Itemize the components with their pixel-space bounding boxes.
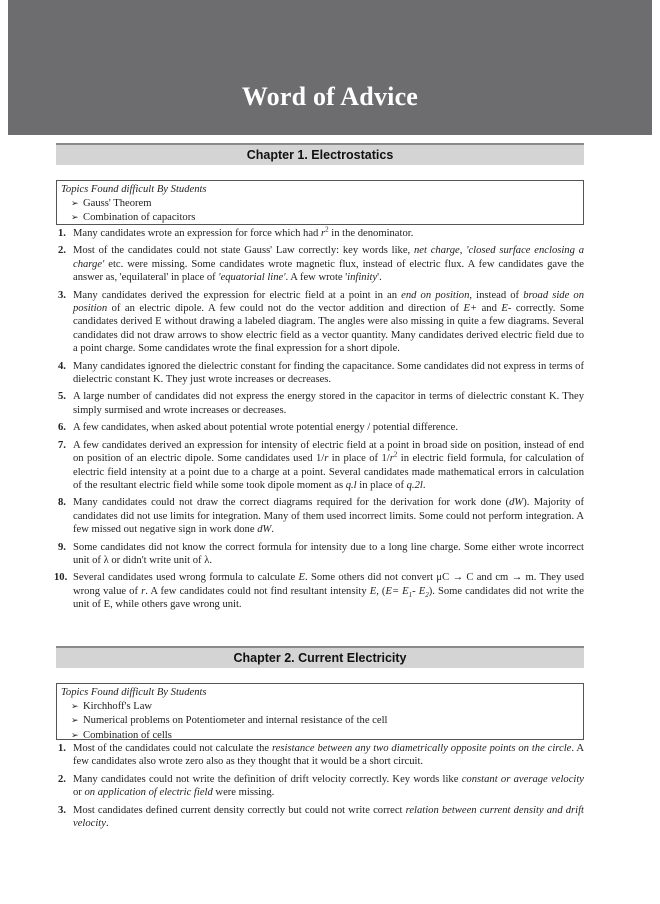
list-item: 4. Many candidates ignored the dielectric constant for finding the capacitance. Some candidates did not express in terms of dielectric constant K. They just wrote increases or decreases. bbox=[58, 360, 584, 386]
topics-heading: Topics Found difficult By Students bbox=[61, 184, 207, 195]
list-item: 7. A few candidates derived an expression for intensity of electric field at a point in broad side on position, instead of end on position of an electric dipole. Some candidates used 1/r in place of $1/r^2$ in electric field formula, for calculation of electric field intensity at a point due to a charge at a point. Several candidates made mathematical errors in calculation of the resultant electric field while some took dipole moment as q.l in place of q.2l. bbox=[58, 439, 584, 491]
page-title: Word of Advice bbox=[241, 82, 419, 111]
list-item: 9. Some candidates did not know the correct formula for intensity due to a long line charge. Some either wrote incorrect unit of λ or didn't write unit of λ. bbox=[58, 541, 584, 566]
arrow-bullet-icon: ➢ bbox=[71, 701, 79, 712]
list-item: 10. Several candidates used wrong formula to calculate E. Some others did not convert μC → C and cm → m. They used wrong value of r. A few candidates could not find resultant intensity E, ($E= E_1-$ $E_2$). Some candidates did not write the unit of E, while others gave wrong unit. bbox=[54, 572, 584, 611]
topics-heading: Topics Found difficult By Students bbox=[61, 687, 207, 698]
arrow-bullet-icon: ➢ bbox=[71, 716, 79, 727]
topics-box bbox=[56, 683, 584, 740]
chapter-heading: Chapter 2. Current Electricity bbox=[56, 646, 584, 668]
list-item: 1. Most of the candidates could not calculate the resistance between any two diametrically opposite points on the circle. A few candidates also wrote zero also as they thought that it would be a short circuit. bbox=[58, 743, 584, 768]
list-item: 2. Most of the candidates could not state Gauss' Law correctly: key words like, net charge, 'closed surface enclosing a charge' etc. were missing. Some candidates wrote magnetic flux, instead of electric flux. A few candidates gave the answer as, 'equilateral' in place of 'equatorial line'. A few wrote 'infinity'. bbox=[58, 245, 584, 284]
list-item: 5. A large number of candidates did not express the energy stored in the capacitor in terms of dielectric constant K. They simply surmised and wrote increases or decreases. bbox=[58, 391, 584, 416]
arrow-bullet-icon: ➢ bbox=[71, 213, 79, 224]
list-item: 1. Many candidates wrote an expression for force which had $r^2$ in the denominator. bbox=[58, 225, 414, 239]
advice-list bbox=[54, 225, 585, 616]
header-banner bbox=[8, 0, 652, 135]
topic-item: ➢ Combination of capacitors bbox=[61, 211, 579, 226]
list-item: 3. Many candidates derived the expression for electric field at a point in an end on position, instead of broad side on position of an electric dipole. A few could not do the vector addition and direction of E+ and E- correctly. Some candidates derived E without drawing a labeled diagram. The angles were also missing in quite a few diagrams. Several candidates did not draw arrows to show electric field as a vector quantity. Many candidates derived electric field due to a point charge. Some candidates wrote the final expression for a short dipole. bbox=[58, 289, 585, 355]
topic-item: ➢ Numerical problems on Potentiometer and internal resistance of the cell bbox=[61, 714, 579, 729]
arrow-bullet-icon: ➢ bbox=[71, 730, 79, 741]
list-item: 3. Most candidates defined current density correctly but could not write correct relation between current density and drift velocity. bbox=[58, 804, 584, 830]
topic-item: ➢ Combination of cells bbox=[61, 729, 579, 744]
topic-item: ➢ Kirchhoff's Law bbox=[61, 700, 579, 715]
topic-item: ➢ Gauss' Theorem bbox=[61, 197, 579, 212]
list-item: 8. Many candidates could not draw the correct diagrams required for the derivation for work done (dW). Majority of candidates did not use limits for integration. Many of them used incorrect limits. Some could not perform integration. A few missed out negative sign in work done dW. bbox=[58, 497, 585, 536]
list-item: 6. A few candidates, when asked about potential wrote potential energy / potential difference. bbox=[58, 422, 458, 434]
topics-box bbox=[56, 180, 584, 225]
advice-list bbox=[58, 742, 584, 834]
list-item: 2. Many candidates could not write the definition of drift velocity correctly. Key words like constant or average velocity or on application of electric field were missing. bbox=[58, 773, 584, 799]
arrow-bullet-icon: ➢ bbox=[71, 198, 79, 209]
chapter-heading: Chapter 1. Electrostatics bbox=[56, 143, 584, 165]
